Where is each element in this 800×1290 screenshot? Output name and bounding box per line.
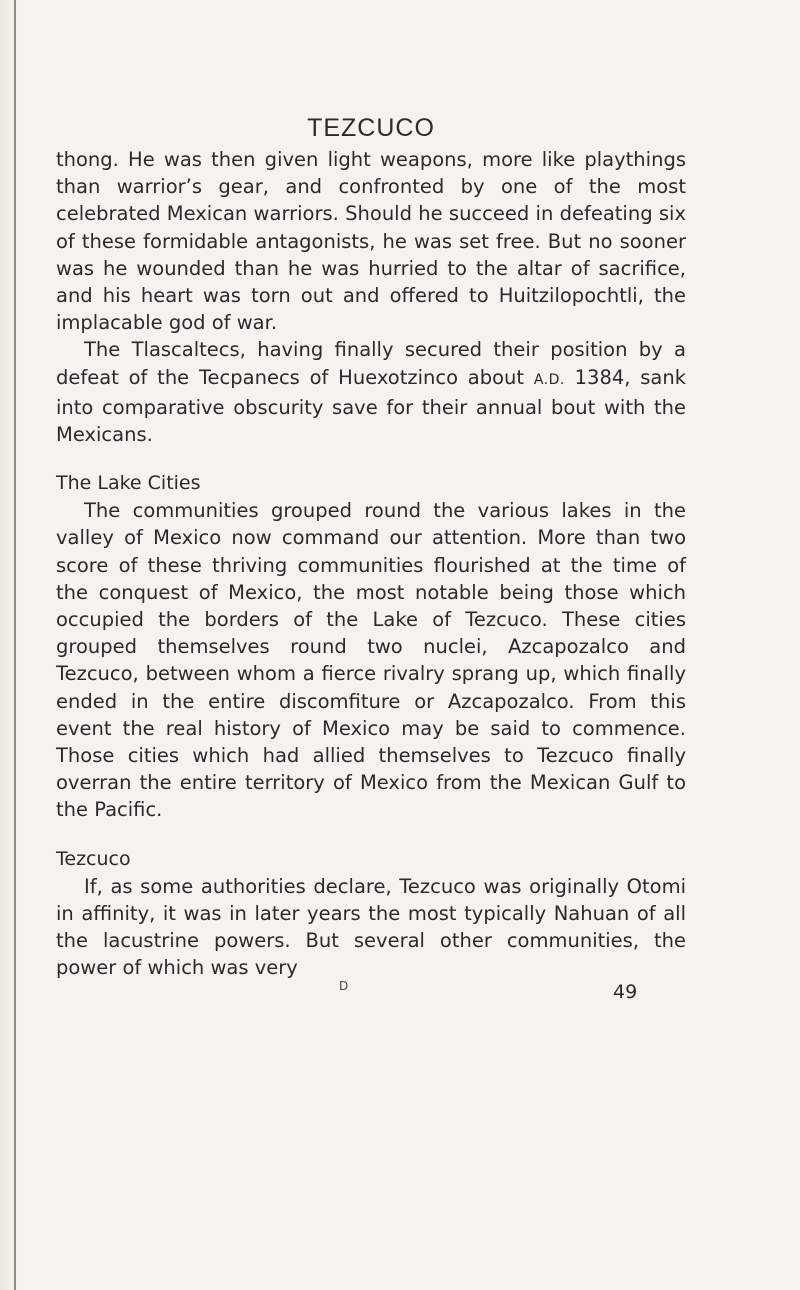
paragraph-sacrifice: thong. He was then given light weapons, more like playthings than warrior’s gear, and confronted by one of the most celebrated Mexican warriors. Should he succeed in defeating six of these formidable antagonists, he was set free. But no sooner was he wounded than he was hurried to the altar of sacrifice, and his heart was torn out and offered to Huitzilopochtli, the implacable god of war. bbox=[56, 148, 686, 335]
section-heading-lake-cities: The Lake Cities bbox=[56, 472, 201, 495]
paragraph-tlascaltecs bbox=[56, 336, 686, 448]
section-heading-tezcuco: Tezcuco bbox=[56, 847, 131, 870]
page-footer bbox=[56, 981, 686, 1011]
binding-edge bbox=[14, 0, 16, 1290]
page-number: 49 bbox=[613, 981, 638, 1004]
tlascaltecs-text-before: The Tlascaltecs, having finally secured their position by a defeat of the Tecpanecs of Huexotzinco about bbox=[56, 338, 686, 389]
signature-mark: D bbox=[339, 979, 349, 994]
book-page bbox=[56, 110, 686, 1011]
paragraph-lake-cities: The communities grouped round the various lakes in the valley of Mexico now command our attention. More than two score of these thriving communities flourished at the time of the conquest of Mexico, the most notable being those which occupied the borders of the Lake of Tezcuco. These cities grouped themselves round two nuclei, Azcapozalco and Tezcuco, between whom a fierce rivalry sprang up, which finally ended in the entire discomfiture or Azcapozalco. From this event the real history of Mexico may be said to commence. Those cities which had allied themselves to Tezcuco finally overran the entire territory of Mexico from the Mexican Gulf to the Pacific. bbox=[56, 499, 686, 822]
paragraph-tezcuco: If, as some authorities declare, Tezcuco was originally Otomi in affinity, it was in later years the most typically Nahuan of all the lacustrine powers. But several other communities, the power of which was very bbox=[56, 874, 686, 980]
era-abbreviation: A.D. bbox=[533, 371, 565, 388]
running-head: TEZCUCO bbox=[307, 114, 435, 142]
tlascaltecs-text-after: 1384, sank into comparative obscurity save for their annual bout with the Mexicans. bbox=[56, 365, 686, 447]
